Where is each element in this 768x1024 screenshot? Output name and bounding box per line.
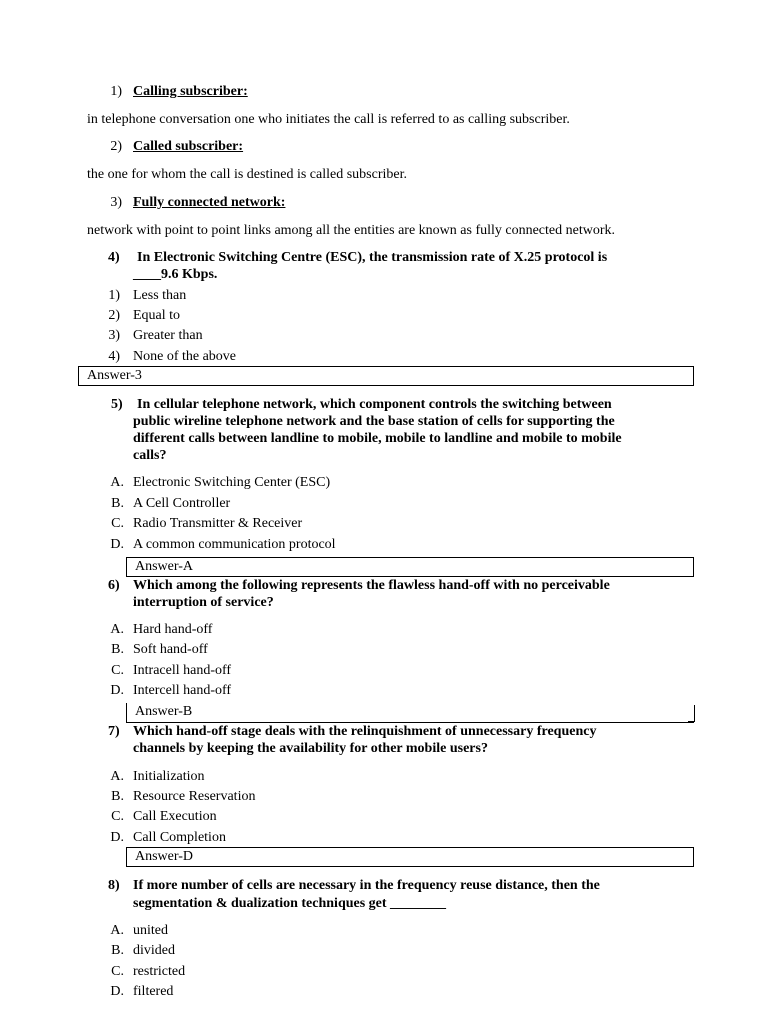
option-label: 3): [108, 328, 120, 343]
option-text: Less than: [133, 288, 187, 303]
definition-number: 2): [110, 139, 122, 154]
definition-text: network with point to point links among all the entities are known as fully connected network.: [87, 223, 616, 238]
option-label: A.: [110, 923, 124, 938]
answer-text: Answer-A: [135, 559, 194, 574]
option-text: filtered: [133, 984, 174, 999]
option-text: Hard hand-off: [133, 622, 213, 637]
answer-text: Answer-D: [135, 849, 194, 864]
definition-term: Fully connected network:: [133, 195, 286, 210]
option-label: C.: [111, 809, 124, 824]
option-text: A common communication protocol: [133, 537, 336, 552]
option-label: 4): [108, 349, 120, 364]
answer-text: Answer-B: [135, 704, 193, 719]
definition-term: Calling subscriber:: [133, 84, 248, 99]
question-number: 7): [108, 724, 120, 739]
option-label: A.: [110, 622, 124, 637]
option-label: B.: [111, 789, 124, 804]
question-text-line: ____9.6 Kbps.: [133, 267, 218, 282]
option-text: Intracell hand-off: [133, 663, 232, 678]
answer-box: [126, 703, 694, 723]
option-label: D.: [110, 830, 124, 845]
definition-text: in telephone conversation one who initiates the call is referred to as calling subscriber.: [87, 112, 570, 127]
question-text-line: In Electronic Switching Centre (ESC), the transmission rate of X.25 protocol is: [137, 250, 608, 265]
option-label: D.: [110, 984, 124, 999]
question-text-line: different calls between landline to mobile, mobile to landline and mobile to mobile: [133, 431, 622, 446]
answer-box: [78, 366, 694, 386]
option-text: None of the above: [133, 349, 237, 364]
option-text: Initialization: [133, 769, 205, 784]
option-label: B.: [111, 943, 124, 958]
question-text-line: In cellular telephone network, which component controls the switching between: [137, 397, 612, 412]
option-label: C.: [111, 516, 124, 531]
question-text-line: calls?: [133, 448, 167, 463]
option-text: Call Completion: [133, 830, 226, 845]
option-label: B.: [111, 496, 124, 511]
question-text-line: public wireline telephone network and the base station of cells for supporting the: [133, 414, 615, 429]
question-number: 8): [108, 878, 120, 893]
question-number: 6): [108, 578, 120, 593]
option-label: 1): [108, 288, 120, 303]
answer-text: Answer-3: [87, 368, 142, 383]
option-label: D.: [110, 683, 124, 698]
option-text: Radio Transmitter & Receiver: [133, 516, 303, 531]
definition-number: 1): [110, 84, 122, 99]
option-text: Call Execution: [133, 809, 217, 824]
definition-term: Called subscriber:: [133, 139, 244, 154]
option-text: restricted: [133, 964, 186, 979]
answer-box: [126, 847, 694, 867]
option-label: A.: [110, 475, 124, 490]
definition-number: 3): [110, 195, 122, 210]
option-text: Resource Reservation: [133, 789, 256, 804]
question-text-line: Which among the following represents the flawless hand-off with no perceivable: [133, 578, 610, 593]
question-text-line: channels by keeping the availability for other mobile users?: [133, 741, 488, 756]
question-text-line: If more number of cells are necessary in the frequency reuse distance, then the: [133, 878, 600, 893]
question-text-line: Which hand-off stage deals with the relinquishment of unnecessary frequency: [133, 724, 597, 739]
option-text: Greater than: [133, 328, 203, 343]
option-label: B.: [111, 642, 124, 657]
question-number: 5): [111, 397, 123, 412]
definition-text: the one for whom the call is destined is called subscriber.: [87, 167, 407, 182]
question-text-line: segmentation & dualization techniques get ________: [133, 896, 447, 911]
option-text: Equal to: [133, 308, 181, 323]
option-text: Soft hand-off: [133, 642, 208, 657]
option-text: divided: [133, 943, 175, 958]
answer-box: [126, 557, 694, 577]
answer-box-corner: [688, 705, 695, 722]
option-text: A Cell Controller: [133, 496, 231, 511]
option-label: 2): [108, 308, 120, 323]
option-label: A.: [110, 769, 124, 784]
option-label: C.: [111, 663, 124, 678]
option-text: united: [133, 923, 168, 938]
option-text: Electronic Switching Center (ESC): [133, 475, 331, 490]
option-label: C.: [111, 964, 124, 979]
option-text: Intercell hand-off: [133, 683, 232, 698]
option-label: D.: [110, 537, 124, 552]
question-number: 4): [108, 250, 120, 265]
question-text-line: interruption of service?: [133, 595, 274, 610]
